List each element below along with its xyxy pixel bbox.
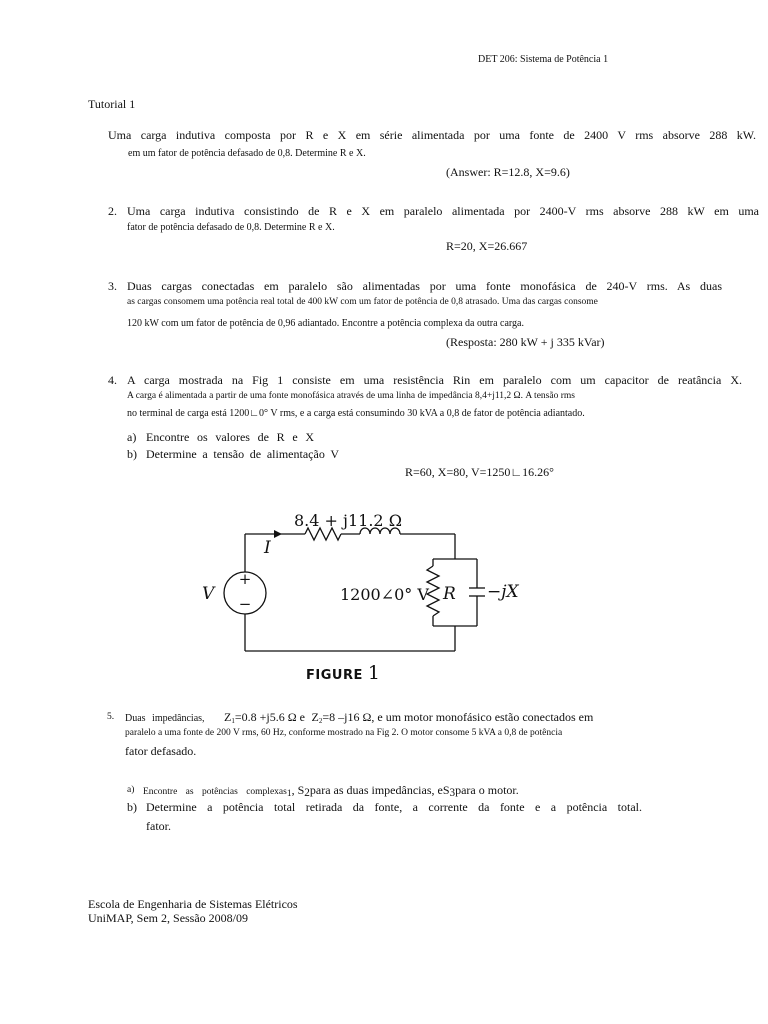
- problem-2-number: 2.: [108, 204, 117, 218]
- footer-session: UniMAP, Sem 2, Sessão 2008/09: [88, 911, 249, 925]
- problem-5-prefix: Duas impedâncias,: [125, 713, 205, 724]
- problem-5-item-a-label: a): [127, 785, 135, 795]
- problem-4-item-b: Determine a tensão de alimentação V: [146, 447, 339, 461]
- z1-subscript: 1: [231, 717, 235, 725]
- problem-2-answer: R=20, X=26.667: [446, 239, 528, 253]
- problem-4-item-a-label: a): [127, 430, 137, 444]
- z2-value: =8 –j16 Ω, e um motor monofásico estão conectados em: [322, 710, 594, 724]
- problem-5-line-3: fator defasado.: [125, 744, 197, 758]
- problem-1-line-1: Uma carga indutiva composta por R e X em série alimentada por uma fonte de 2400 V rms absorve 288 kW.: [108, 128, 756, 142]
- source-label: V: [202, 584, 215, 604]
- tutorial-title: Tutorial 1: [88, 97, 136, 111]
- problem-3-number: 3.: [108, 279, 117, 293]
- problem-4-answer: R=60, X=80, V=1250∟16.26°: [405, 465, 554, 479]
- problem-4-line-2: A carga é alimentada a partir de uma fonte monofásica através de uma linha de impedância 8,4+j11,2 Ω. A tensão rms: [127, 391, 575, 401]
- figure-caption-word: FIGURE: [306, 668, 363, 683]
- problem-5-line-1: [125, 710, 593, 725]
- problem-5-item-a-mid1: , S: [291, 783, 305, 797]
- z2-subscript: 2: [318, 717, 323, 725]
- course-header: DET 206: Sistema de Potência 1: [478, 54, 609, 65]
- problem-3-answer: (Resposta: 280 kW + j 335 kVar): [446, 335, 605, 349]
- problem-5-item-b-cont: fator.: [146, 819, 171, 833]
- problem-2-line-1: Uma carga indutiva consistindo de R e X em paralelo alimentada por 2400-V rms absorve 288 kW em uma: [127, 204, 759, 218]
- problem-5-item-a-prefix: Encontre as potências complexas: [143, 787, 287, 797]
- problem-4-number: 4.: [108, 373, 117, 387]
- s3-subscript: 3: [449, 787, 456, 799]
- source-plus: +: [238, 570, 252, 588]
- problem-5-item-a-mid2: para as duas impedâncias, eS: [309, 783, 450, 797]
- problem-5-item-a: [143, 781, 519, 799]
- figure-caption-number: 1: [367, 662, 381, 684]
- source-minus: −: [238, 595, 252, 613]
- footer-school: Escola de Engenharia de Sistemas Elétricos: [88, 897, 298, 911]
- problem-5-line-2: paralelo a uma fonte de 200 V rms, 60 Hz, conforme mostrado na Fig 2. O motor consome 5 kVA a 0,8 de potência: [125, 728, 563, 738]
- problem-5-item-b: Determine a potência total retirada da fonte, a corrente da fonte e a potência total.: [146, 800, 642, 814]
- problem-4-line-3: no terminal de carga está 1200∟0° V rms, e a carga está consumindo 30 kVA a 0,8 de fator de potência adiantado.: [127, 408, 585, 419]
- current-arrow-icon: [274, 530, 282, 538]
- s2-subscript: 2: [304, 787, 310, 799]
- z1-value: =0.8 +j5.6 Ω e: [234, 710, 306, 724]
- problem-5-item-b-label: b): [127, 800, 137, 814]
- problem-2-line-2: fator de potência defasado de 0,8. Determine R e X.: [127, 222, 335, 233]
- problem-5-item-a-end: para o motor.: [455, 783, 519, 797]
- problem-4-item-a: Encontre os valores de R e X: [146, 430, 314, 444]
- line-impedance-label: 8.4 + j11.2 Ω: [294, 511, 402, 530]
- resistor-label: R: [443, 584, 456, 604]
- figure-caption: [306, 662, 380, 684]
- current-label: I: [264, 538, 271, 558]
- problem-1-line-2: em um fator de potência defasado de 0,8. Determine R e X.: [128, 148, 366, 159]
- z1-label: Z: [224, 710, 232, 724]
- problem-5-number: 5.: [107, 712, 115, 722]
- problem-4-line-1: A carga mostrada na Fig 1 consiste em uma resistência Rin em paralelo com um capacitor de reatância X.: [127, 373, 742, 387]
- capacitor-label: −jX: [487, 582, 519, 602]
- problem-4-item-b-label: b): [127, 447, 137, 461]
- problem-3-line-1: Duas cargas conectadas em paralelo são alimentadas por uma fonte monofásica de 240-V rms. As duas: [127, 279, 722, 293]
- load-voltage-label: 1200∠0° V: [340, 585, 429, 604]
- s1-subscript: 1: [286, 789, 292, 799]
- z2-label: Z: [311, 710, 319, 724]
- problem-1-answer: (Answer: R=12.8, X=9.6): [446, 165, 570, 179]
- problem-3-line-3: 120 kW com um fator de potência de 0,96 adiantado. Encontre a potência complexa da outra carga.: [127, 318, 524, 329]
- problem-3-line-2: as cargas consomem uma potência real total de 400 kW com um fator de potência de 0,8 atrasado. Uma das cargas consome: [127, 297, 598, 307]
